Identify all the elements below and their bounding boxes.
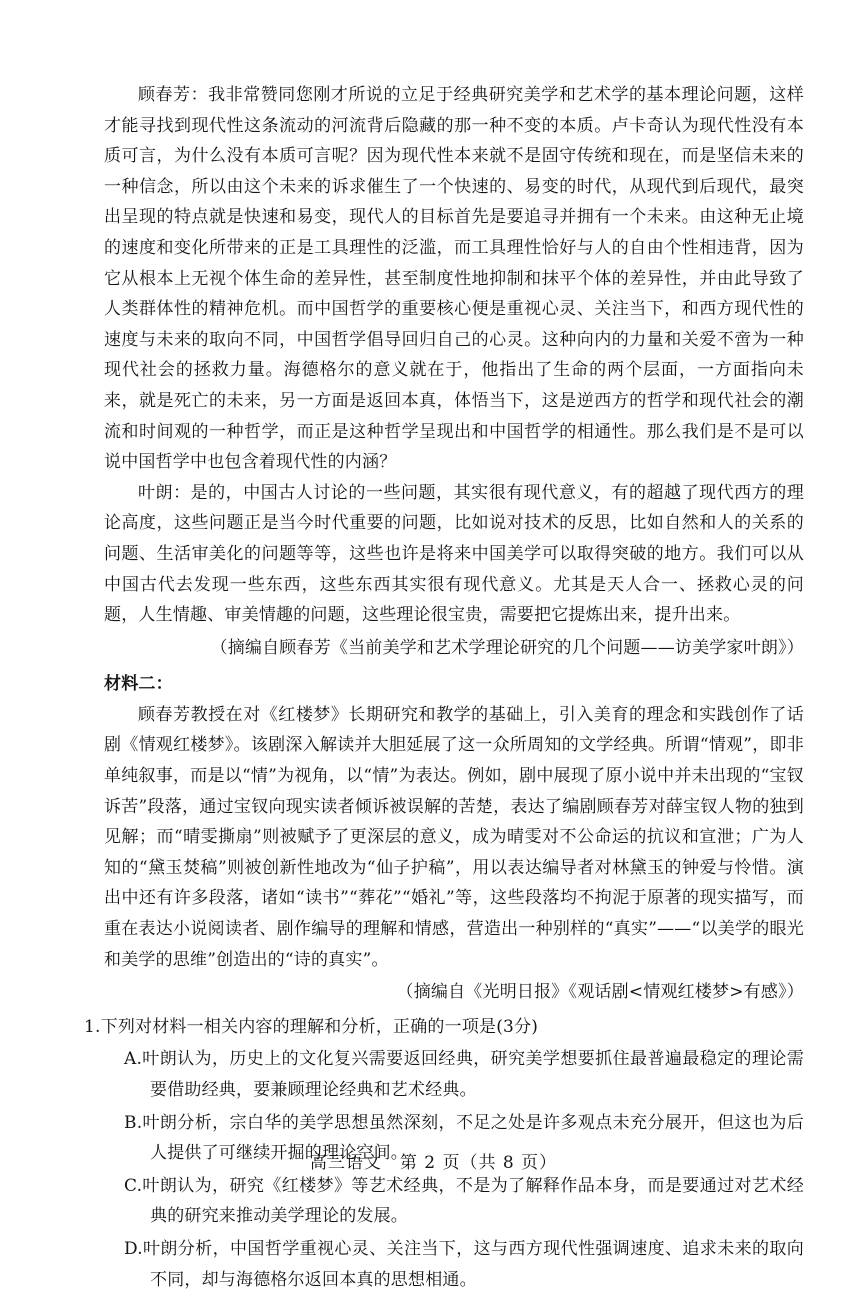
material1-paragraph-1: 顾春芳：我非常赞同您刚才所说的立足于经典研究美学和艺术学的基本理论问题，这样才能寻找到现代性这条流动的河流背后隐藏的那一种不变的本质。卢卡奇认为现代性没有本质可言，为什么没有本质可言呢？因为现代性本来就不是固守传统和现在，而是坚信未来的一种信念，所以由这个未来的诉求催生了一个快速的、易变的时代，从现代到后现代，最突出呈现的特点就是快速和易变，现代人的目标首先是要追寻并拥有一个未来。由这种无止境的速度和变化所带来的正是工具理性的泛滥，而工具理性恰好与人的自由个性相违背，因为它从根本上无视个体生命的差异性，甚至制度性地抑制和抹平个体的差异性，并由此导致了人类群体性的精神危机。而中国哲学的重要核心便是重视心灵、关注当下，和西方现代性的速度与未来的取向不同，中国哲学倡导回归自己的心灵。这种向内的力量和关爱不啻为一种现代社会的拯救力量。海德格尔的意义就在于，他指出了生命的两个层面，一方面指向未来，就是死亡的未来，另一方面是返回本真，体悟当下，这是逆西方的哲学和现代社会的潮流和时间观的一种哲学，而正是这种哲学呈现出和中国哲学的相通性。那么我们是不是可以说中国哲学中也包含着现代性的内涵？ [104,85,804,473]
material1-paragraph-2: 叶朗：是的，中国古人讨论的一些问题，其实很有现代意义，有的超越了现代西方的理论高度，这些问题正是当今时代重要的问题，比如说对技术的反思，比如自然和人的关系的问题、生活审美化的问题等等，这些也许是将来中国美学可以取得突破的地方。我们可以从中国古代去发现一些东西，这些东西其实很有现代意义。尤其是天人合一、拯救心灵的问题，人生情趣、审美情趣的问题，这些理论很宝贵，需要把它提炼出来，提升出来。 [104,482,804,626]
material2-paragraph: 顾春芳教授在对《红楼梦》长期研究和教学的基础上，引入美育的理念和实践创作了话剧《情观红楼梦》。该剧深入解读并大胆延展了这一众所周知的文学经典。所谓“情观”，即非单纯叙事，而是以“情”为视角，以“情”为表达。例如，剧中展现了原小说中并未出现的“宝钗诉苦”段落，通过宝钗向现实读者倾诉被误解的苦楚，表达了编剧顾春芳对薛宝钗人物的独到见解；而“晴雯撕扇”则被赋予了更深层的意义，成为晴雯对不公命运的抗议和宣泄；广为人知的“黛玉焚稿”则被创新性地改为“仙子护稿”，用以表达编导者对林黛玉的钟爱与怜惜。演出中还有许多段落，诸如“读书”“葬花”“婚礼”等，这些段落均不拘泥于原著的现实描写，而重在表达小说阅读者、剧作编导的理解和情感，营造出一种别样的“真实”——“以美学的眼光和美学的思维”创造出的“诗的真实”。 [104,704,804,970]
question-1-option-c: C.叶朗认为，研究《红楼梦》等艺术经典，不是为了解释作品本身，而是要通过对艺术经典的研究来推动美学理论的发展。 [124,1175,804,1227]
material1-source: （摘编自顾春芳《当前美学和艺术学理论研究的几个问题——访美学家叶朗》） [210,637,804,658]
page-content [84,80,804,1295]
question-1-stem: 1.下列对材料一相关内容的理解和分析，正确的一项是(3分) [84,1016,539,1037]
question-1-option-a: A.叶朗认为，历史上的文化复兴需要返回经典，研究美学想要抓住最普遍最稳定的理论需要借助经典，要兼顾理论经典和艺术经典。 [124,1049,804,1100]
material2-source: （摘编自《光明日报》《观话剧<情观红楼梦>有感》） [396,982,804,1003]
material2-label: 材料二： [104,674,173,695]
question-1-option-d: D.叶朗分析，中国哲学重视心灵、关注当下，这与西方现代性强调速度、追求未来的取向不同，却与海德格尔返回本真的思想相通。 [124,1238,804,1290]
page-footer: 高三语文 第 2 页（共 8 页） [309,1153,558,1173]
question-1-option-b: B.叶朗分析，宗白华的美学思想虽然深刻，不足之处是许多观点未充分展开，但这也为后人提供了可继续开掘的理论空间。 [124,1112,804,1164]
